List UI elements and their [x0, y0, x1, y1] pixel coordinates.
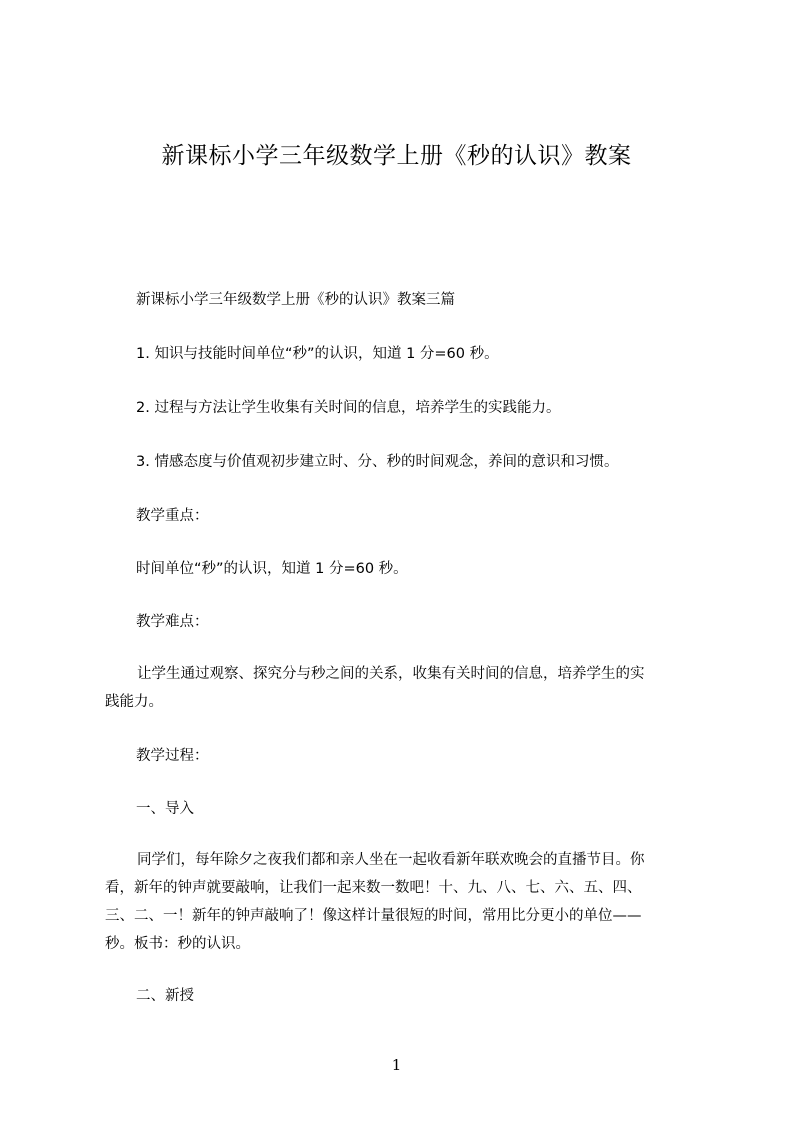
process-heading: 教学过程： [136, 748, 209, 764]
document-title: 新课标小学三年级数学上册《秒的认识》教案 [161, 143, 632, 169]
section-2-heading: 二、新授 [136, 988, 194, 1004]
difficulty-heading: 教学难点： [136, 614, 209, 630]
objective-1: 1. 知识与技能时间单位“秒”的认识，知道 1 分=60 秒。 [136, 346, 499, 362]
difficulty-line-1: 让学生通过观察、探究分与秒之间的关系，收集有关时间的信息，培养学生的实 [137, 666, 645, 682]
section-1-heading: 一、导入 [136, 801, 194, 817]
intro-line-3: 三、二、一！新年的钟声敲响了！像这样计量很短的时间，常用比分更小的单位—— [105, 908, 642, 924]
objective-3: 3. 情感态度与价值观初步建立时、分、秒的时间观念，养间的意识和习惯。 [136, 454, 619, 470]
page-number: 1 [391, 1056, 402, 1074]
intro-paragraph [105, 846, 705, 958]
intro-line-4: 秒。板书：秒的认识。 [105, 936, 250, 952]
difficulty-paragraph [105, 660, 705, 716]
document-subtitle: 新课标小学三年级数学上册《秒的认识》教案三篇 [136, 292, 455, 308]
intro-line-1: 同学们，每年除夕之夜我们都和亲人坐在一起收看新年联欢晚会的直播节目。你 [137, 852, 645, 868]
key-point-text: 时间单位“秒”的认识，知道 1 分=60 秒。 [136, 561, 408, 577]
key-point-heading: 教学重点： [136, 508, 209, 524]
objective-2: 2. 过程与方法让学生收集有关时间的信息，培养学生的实践能力。 [136, 400, 561, 416]
intro-line-2: 看，新年的钟声就要敲响，让我们一起来数一数吧！十、九、八、七、六、五、四、 [105, 880, 642, 896]
difficulty-line-2: 践能力。 [105, 694, 163, 710]
